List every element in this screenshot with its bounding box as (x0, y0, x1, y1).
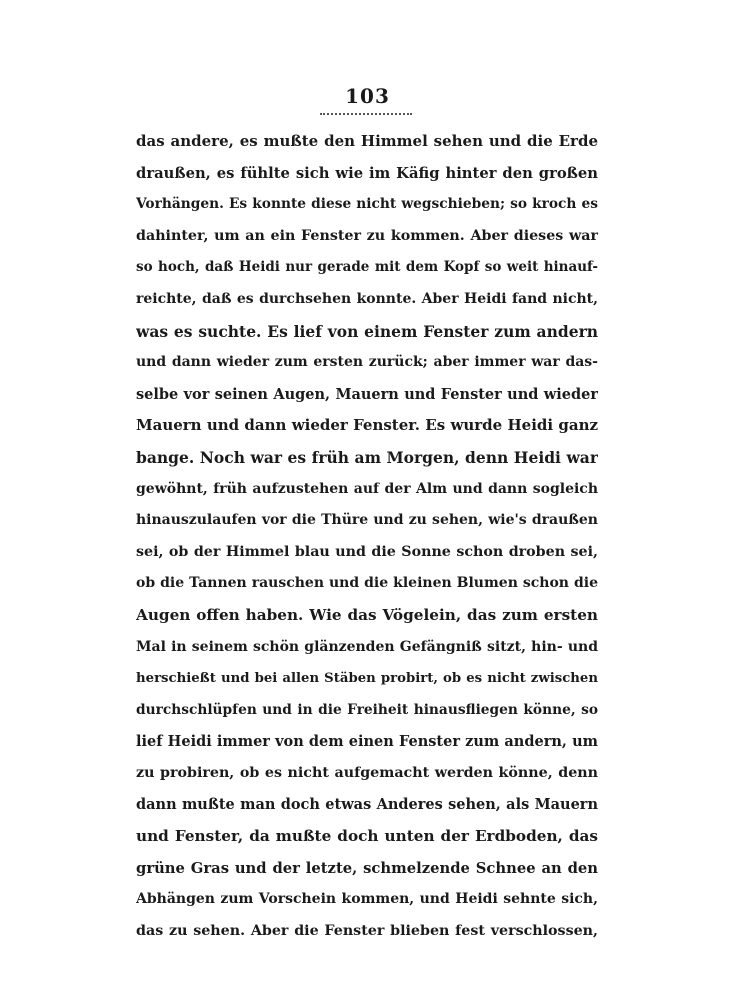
text-line: Abhängen zum Vorschein kommen, und Heidi sehnte sich, (136, 891, 598, 908)
text-line: grüne Gras und der letzte, schmelzende Schnee an den (136, 859, 598, 877)
header-rule (320, 113, 412, 115)
text-line: bange. Noch war es früh am Morgen, denn Heidi war (136, 447, 598, 467)
text-line: gewöhnt, früh aufzustehen auf der Alm und dann sogleich (136, 480, 598, 497)
text-line: durchschlüpfen und in die Freiheit hinausfliegen könne, so (136, 701, 598, 718)
text-line: lief Heidi immer von dem einen Fenster zum andern, um (136, 733, 598, 751)
text-line: draußen, es fühlte sich wie im Käfig hinter den großen (136, 164, 598, 182)
text-line: Vorhängen. Es konnte diese nicht wegschieben; so kroch es (136, 196, 598, 213)
page-number: 103 (345, 84, 390, 108)
text-line: zu probiren, ob es nicht aufgemacht werden könne, denn (136, 764, 598, 781)
text-line: so hoch, daß Heidi nur gerade mit dem Kopf so weit hinauf- (136, 259, 598, 276)
text-line: was es suchte. Es lief von einem Fenster zum andern (136, 321, 598, 341)
text-line: sei, ob der Himmel blau und die Sonne schon droben sei, (136, 543, 598, 560)
text-line: selbe vor seinen Augen, Mauern und Fenster und wieder (136, 385, 598, 403)
body-text (136, 126, 598, 947)
text-line: Augen offen haben. Wie das Vögelein, das zum ersten (136, 605, 598, 624)
text-line: hinauszulaufen vor die Thüre und zu sehen, wie's draußen (136, 512, 598, 529)
text-line: das andere, es mußte den Himmel sehen und die Erde (136, 132, 598, 150)
text-line: und Fenster, da mußte doch unten der Erdboden, das (136, 827, 598, 846)
text-line: das zu sehen. Aber die Fenster blieben fest verschlossen, (136, 922, 598, 939)
text-line: herschießt und bei allen Stäben probirt, ob es nicht zwischen (136, 671, 598, 687)
text-line: dahinter, um an ein Fenster zu kommen. Aber dieses war (136, 227, 598, 244)
text-line: und dann wieder zum ersten zurück; aber immer war das- (136, 354, 598, 371)
text-line: dann mußte man doch etwas Anderes sehen, als Mauern (136, 796, 598, 814)
text-line: reichte, daß es durchsehen konnte. Aber Heidi fand nicht, (136, 290, 598, 307)
text-line: Mauern und dann wieder Fenster. Es wurde Heidi ganz (136, 416, 598, 435)
text-line: Mal in seinem schön glänzenden Gefängniß sitzt, hin- und (136, 638, 598, 655)
text-line: ob die Tannen rauschen und die kleinen Blumen schon die (136, 575, 598, 592)
